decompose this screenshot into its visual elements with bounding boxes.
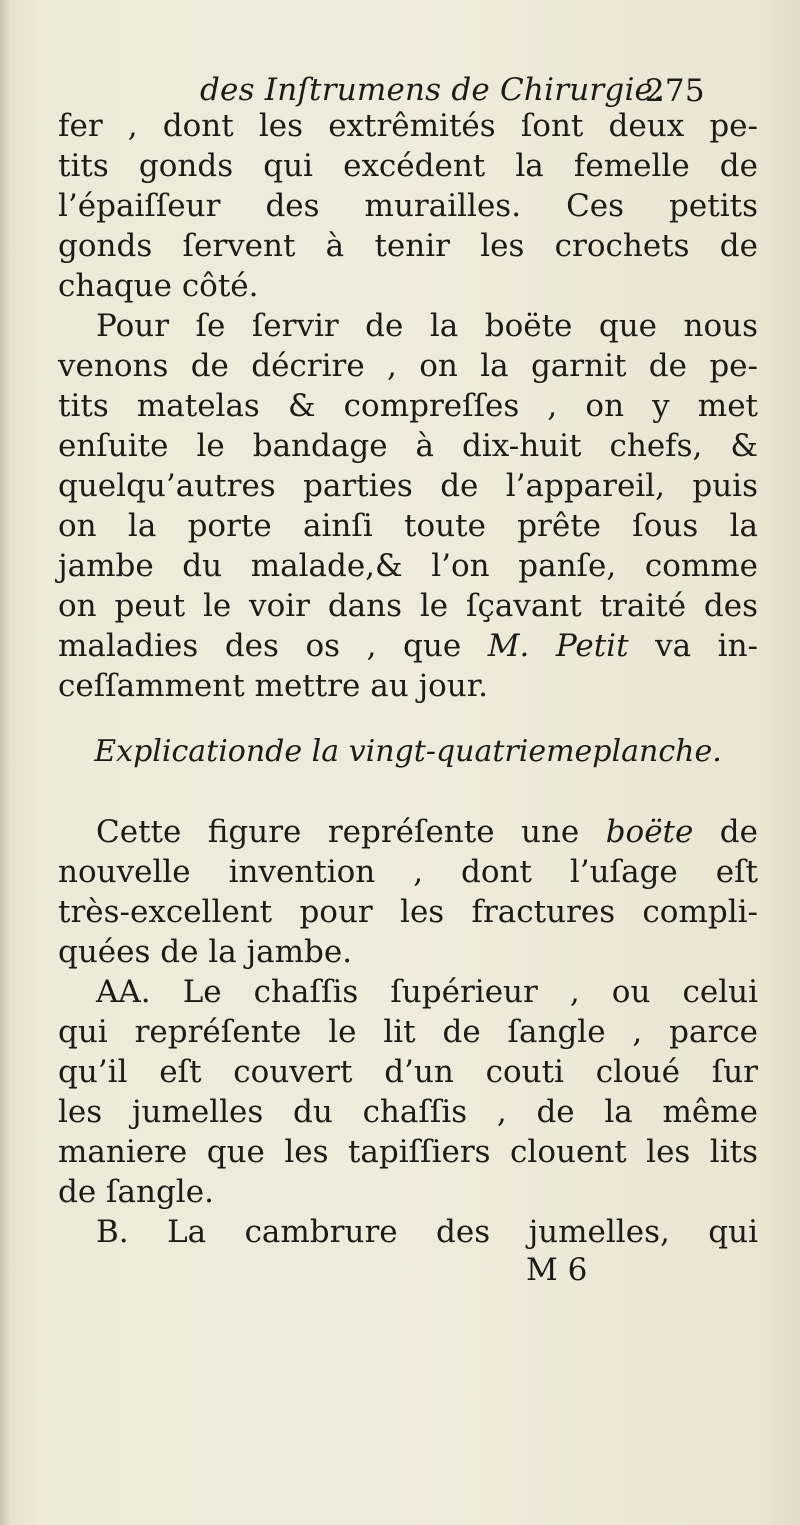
text-line: venons de décrire , on la garnit de pe- bbox=[58, 348, 758, 384]
text-line: jambe du malade,& l’on panſe, comme bbox=[58, 548, 758, 584]
text-segment: maladies des os , que bbox=[58, 628, 462, 664]
text-line: qui repréſente le lit de ſangle , parce bbox=[58, 1014, 758, 1050]
author-reference: M. Petit bbox=[487, 628, 629, 664]
text-line: on la porte ainſi toute prête ſous la bbox=[58, 508, 758, 544]
text-line: très-excellent pour les fractures compli- bbox=[58, 894, 758, 930]
text-line bbox=[58, 626, 758, 666]
running-head bbox=[200, 72, 705, 109]
text-line: chaque côté. bbox=[58, 268, 259, 304]
text-line: on peut le voir dans le ſçavant traité des bbox=[58, 588, 758, 624]
italic-word: boëte bbox=[605, 814, 694, 850]
text-line: nouvelle invention , dont l’uſage eſt bbox=[58, 854, 758, 890]
text-line: tits matelas & compreſſes , on y met bbox=[58, 388, 758, 424]
gutter-shadow bbox=[0, 0, 10, 1525]
text-line: enſuite le bandage à dix-huit chefs, & bbox=[58, 428, 758, 464]
text-line: fer , dont les extrêmités ſont deux pe- bbox=[58, 108, 758, 144]
text-line: Pour ſe ſervir de la boëte que nous bbox=[96, 308, 758, 344]
text-segment: Cette figure repréſente une bbox=[96, 814, 580, 850]
text-line: B. La cambrure des jumelles, qui bbox=[96, 1214, 758, 1250]
section-heading: Explicationde la vingt-quatriemeplanche. bbox=[94, 734, 722, 769]
text-segment: de bbox=[719, 814, 758, 850]
text-line: gonds ſervent à tenir les crochets de bbox=[58, 228, 758, 264]
signature-mark: M 6 bbox=[526, 1252, 588, 1288]
text-line: les jumelles du chaſſis , de la même bbox=[58, 1094, 758, 1130]
text-line: tits gonds qui excédent la femelle de bbox=[58, 148, 758, 184]
page-number: 275 bbox=[645, 73, 705, 109]
text-line: AA. Le chaſſis ſupérieur , ou celui bbox=[96, 974, 758, 1010]
text-line: quées de la jambe. bbox=[58, 934, 353, 970]
text-line bbox=[58, 812, 758, 852]
text-line: qu’il eſt couvert d’un couti cloué ſur bbox=[58, 1054, 758, 1090]
text-line: l’épaiſſeur des murailles. Ces petits bbox=[58, 188, 758, 224]
text-line: ceſſamment mettre au jour. bbox=[58, 668, 489, 704]
text-segment: va in- bbox=[655, 628, 759, 664]
text-line: maniere que les tapiſſiers clouent les lits bbox=[58, 1134, 758, 1170]
running-head-title: des Inſtrumens de Chirurgie. bbox=[200, 72, 664, 108]
text-line: quelqu’autres parties de l’appareil, puis bbox=[58, 468, 758, 504]
text-line: de ſangle. bbox=[58, 1174, 214, 1210]
